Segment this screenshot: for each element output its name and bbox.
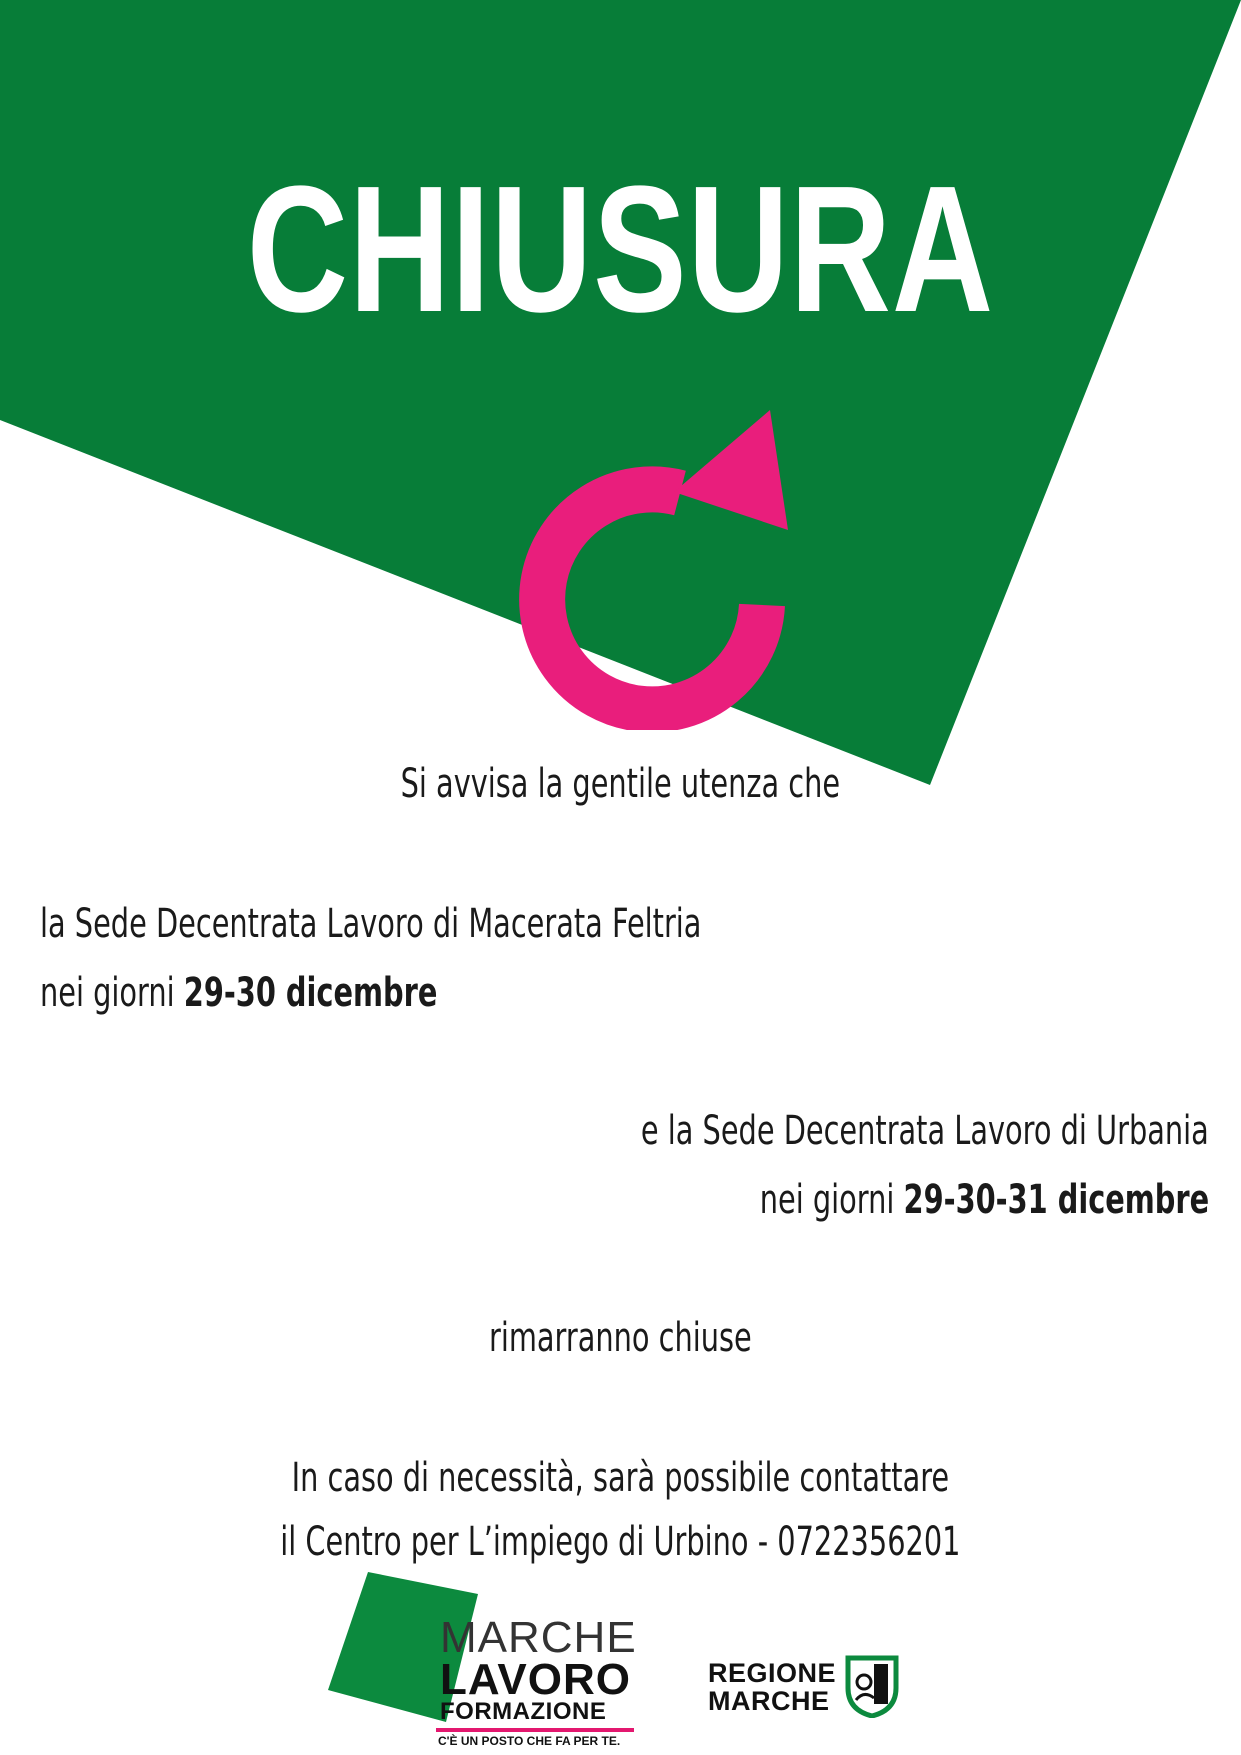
- logo-lavoro-text: LAVORO: [440, 1655, 631, 1704]
- marche-text: MARCHE: [708, 1686, 830, 1716]
- logo-formazione-text: FORMAZIONE: [440, 1698, 607, 1725]
- sede-macerata-days: [40, 970, 438, 1016]
- logo-tagline: C'È UN POSTO CHE FA PER TE.: [438, 1734, 621, 1748]
- contact-text-line2: il Centro per L’impiego di Urbino - 0722356201: [280, 1519, 961, 1565]
- contact-text-line1: In caso di necessità, sarà possibile contattare: [291, 1455, 950, 1501]
- shield-icon: [844, 1654, 900, 1718]
- closed-text: rimarranno chiuse: [488, 1315, 752, 1361]
- sede-urbania-days: [759, 1177, 1209, 1223]
- logo-marche-text: MARCHE: [440, 1613, 637, 1662]
- refresh-icon: [490, 400, 820, 730]
- days-prefix: nei giorni: [759, 1177, 904, 1223]
- page-title: CHIUSURA: [246, 149, 995, 350]
- intro-text: Si avvisa la gentile utenza che: [400, 761, 841, 807]
- regione-marche-logo: [708, 1654, 908, 1724]
- closing-dates: 29-30-31 dicembre: [903, 1177, 1209, 1223]
- logo-underline: [436, 1728, 634, 1732]
- days-prefix: nei giorni: [40, 970, 184, 1016]
- sede-urbania-text: e la Sede Decentrata Lavoro di Urbania: [641, 1108, 1209, 1154]
- marche-lavoro-formazione-logo: [328, 1572, 638, 1748]
- regione-text: REGIONE: [708, 1658, 837, 1688]
- sede-macerata-text: la Sede Decentrata Lavoro di Macerata Feltria: [40, 901, 702, 947]
- closing-dates: 29-30 dicembre: [183, 970, 438, 1016]
